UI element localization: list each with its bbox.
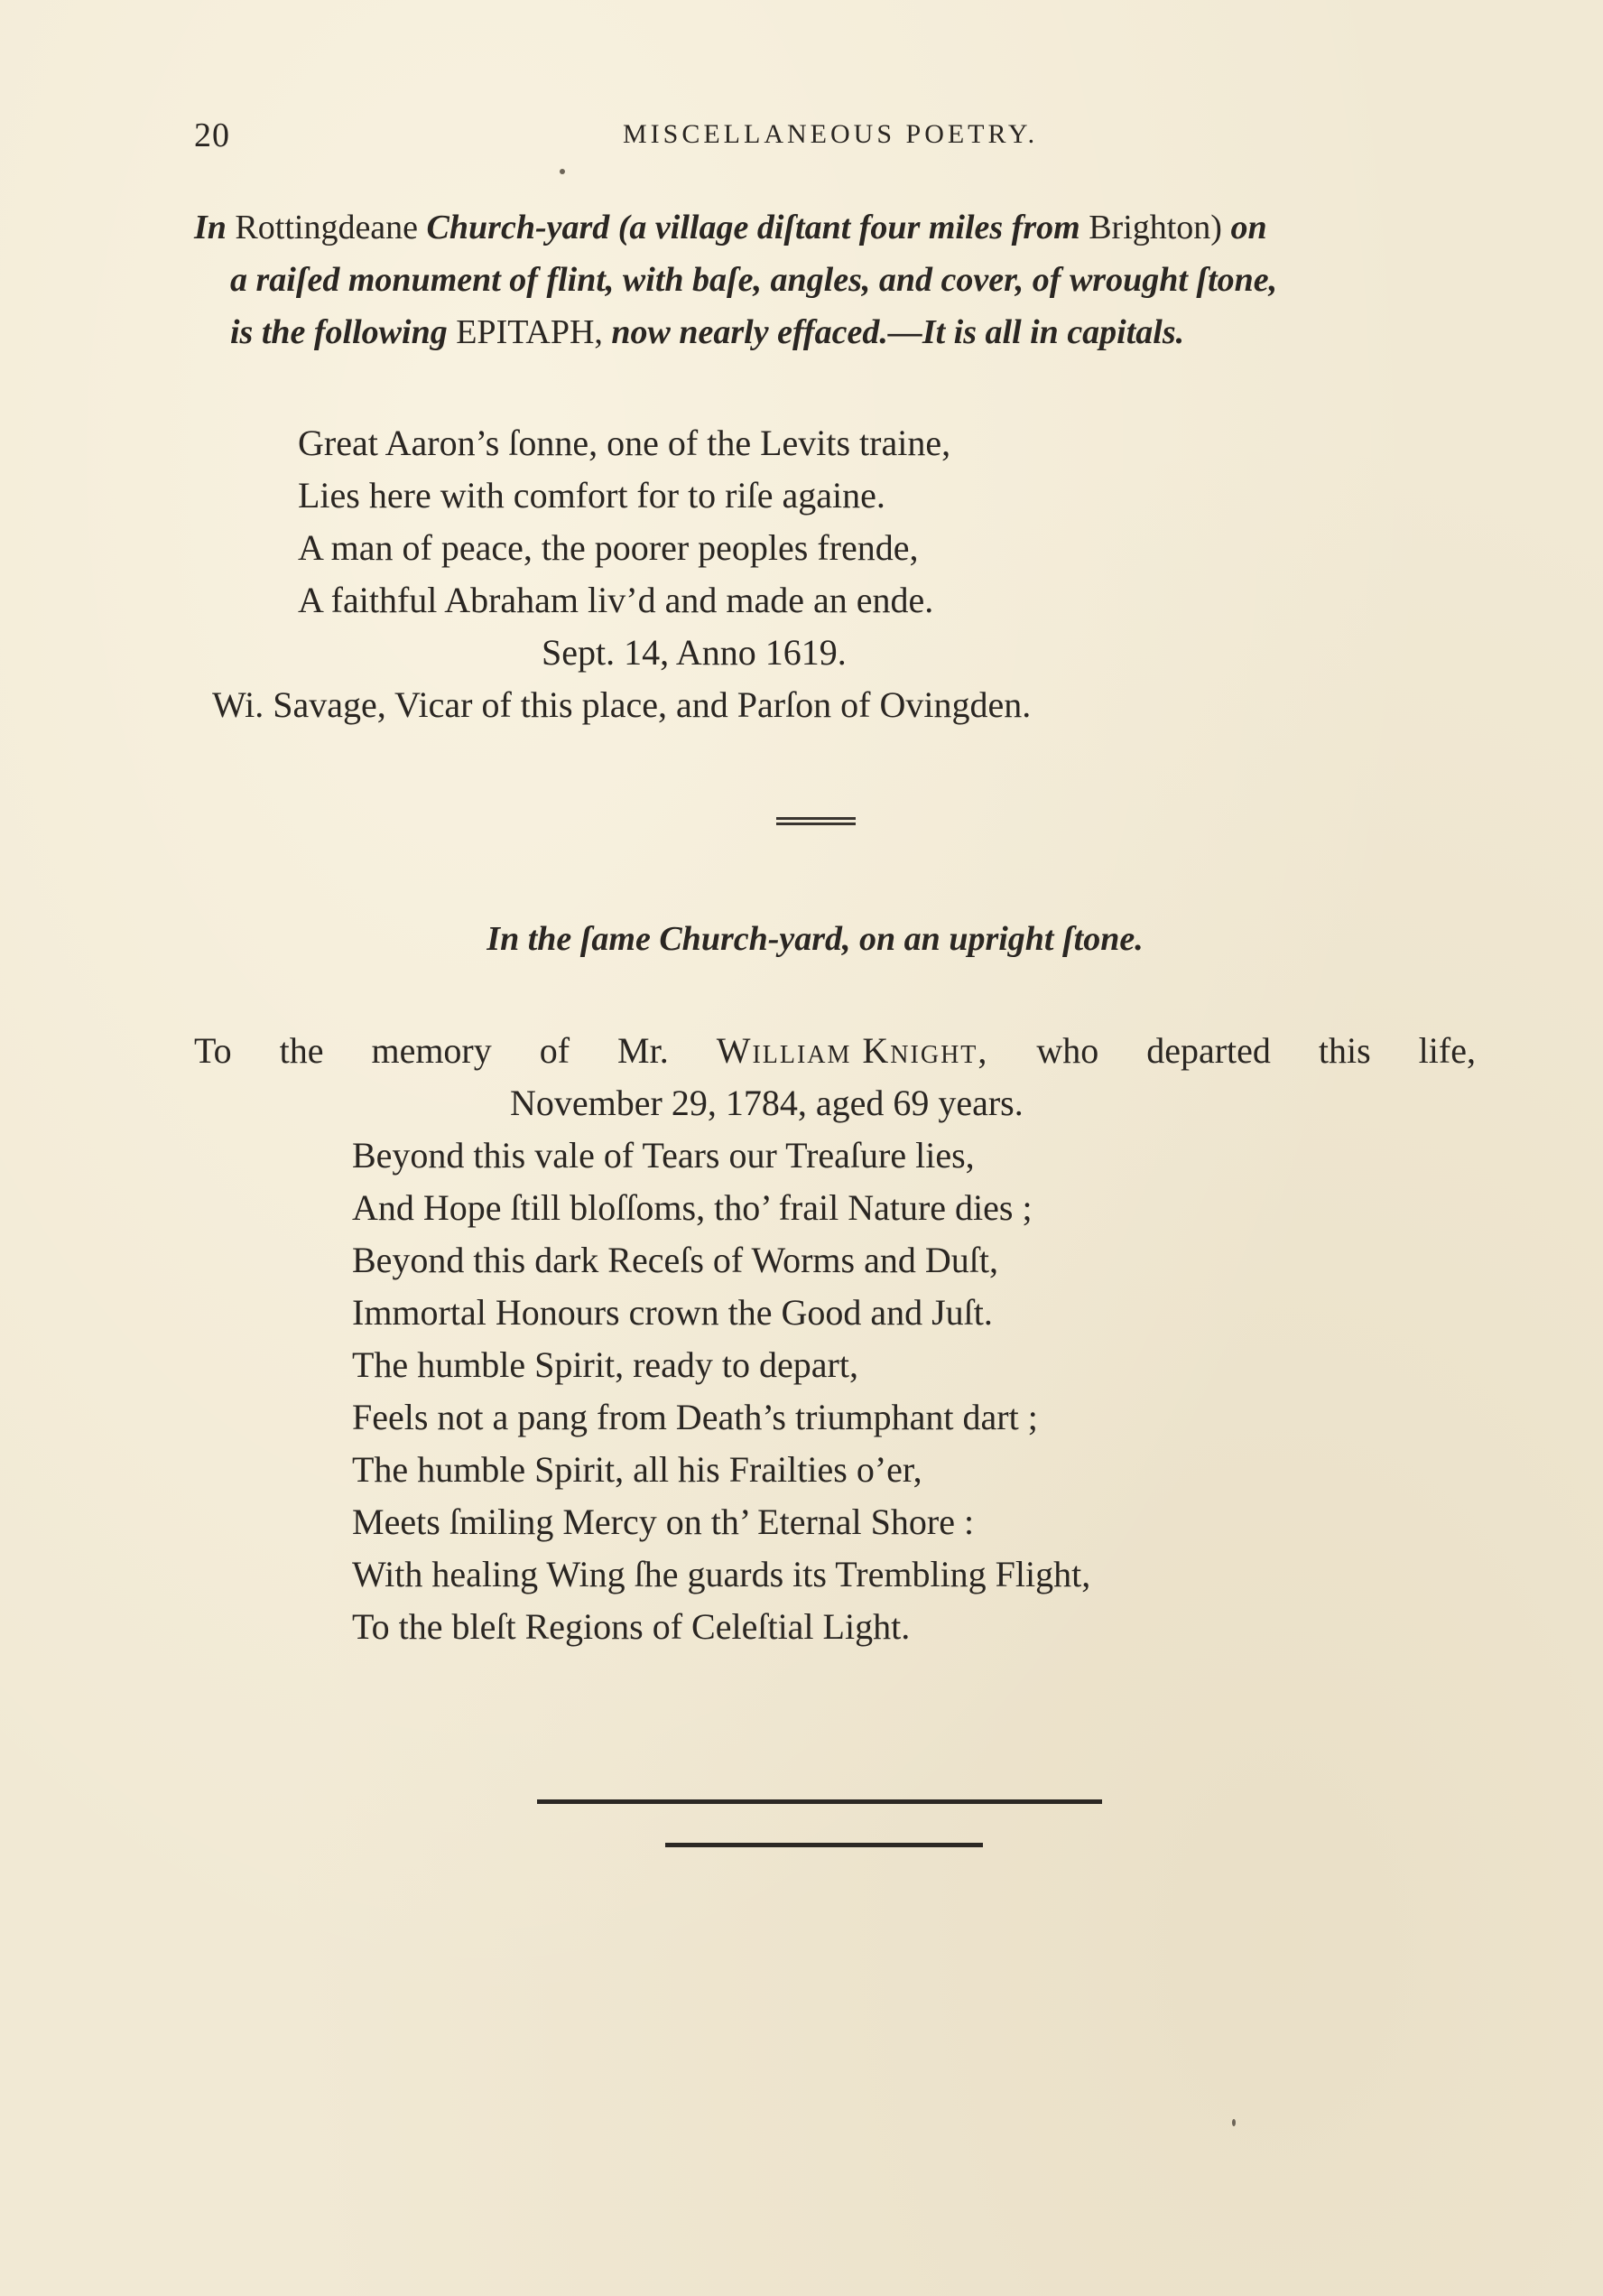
memorial-first-line [194, 1025, 1476, 1077]
verse-line: Beyond this vale of Tears our Treaſure lies, [352, 1135, 975, 1176]
verse-line: Feels not a pang from Death’s triumphant dart ; [352, 1397, 1038, 1437]
verse-line: Beyond this dark Receſs of Worms and Duſt, [352, 1240, 998, 1280]
verse-line: Meets ſmiling Mercy on th’ Eternal Shore : [352, 1501, 975, 1542]
person-name: William Knight, [716, 1030, 989, 1071]
word: memory [371, 1030, 492, 1071]
verse-line: Great Aaron’s ſonne, one of the Levits traine, [298, 423, 951, 463]
verse-line: Immortal Honours crown the Good and Juſt. [352, 1292, 993, 1333]
word: Mr. [617, 1030, 669, 1071]
intro-text: now nearly effaced.—It is all in capitals. [611, 313, 1185, 351]
intro-text: In [194, 209, 227, 246]
memorial-date: November 29, 1784, aged 69 years. [510, 1083, 1024, 1123]
page-header [0, 116, 1603, 161]
intro-text: on [1230, 209, 1267, 246]
word: departed [1146, 1030, 1271, 1071]
verse-line: The humble Spirit, all his Frailties o’er, [352, 1449, 922, 1490]
epitaph-aaron [0, 417, 1603, 731]
page-number: 20 [194, 116, 230, 154]
word: of [539, 1030, 570, 1071]
verse-line: Lies here with comfort for to riſe againe. [298, 475, 885, 516]
intro-line-3 [194, 306, 1476, 358]
epitaph-signature: Wi. Savage, Vicar of this place, and Parſon of Ovingden. [212, 684, 1032, 725]
intro-line-1 [194, 201, 1476, 254]
word: this [1318, 1030, 1371, 1071]
memorial-knight [194, 1025, 1476, 1653]
place-name: Brighton) [1089, 209, 1222, 246]
verse-line: A faithful Abraham liv’d and made an ende. [298, 580, 934, 620]
epitaph-word: EPITAPH, [456, 313, 603, 351]
running-head: MISCELLANEOUS POETRY. [623, 119, 1039, 149]
ink-speck [1232, 2119, 1236, 2126]
verse-line: To the bleſt Regions of Celeſtial Light. [352, 1606, 911, 1647]
intro-text: is the following [230, 313, 448, 351]
verse-line: With healing Wing ſhe guards its Trembling Flight, [352, 1554, 1091, 1594]
section-subheading: In the ſame Church-yard, on an upright ſtone. [486, 920, 1144, 958]
word: To [194, 1030, 232, 1071]
intro-paragraph [194, 201, 1476, 358]
word: who [1036, 1030, 1099, 1071]
section-divider [776, 817, 856, 828]
word: the [279, 1030, 324, 1071]
place-name: Rottingdeane [235, 209, 419, 246]
closing-rule-short [665, 1843, 983, 1847]
intro-text: Church-yard (a village diſtant four miles from [426, 209, 1080, 246]
closing-rule-long [537, 1799, 1102, 1804]
intro-line-2: a raiſed monument of flint, with baſe, angles, and cover, of wrought ſtone, [230, 261, 1278, 299]
verse-line: The humble Spirit, ready to depart, [352, 1344, 858, 1385]
epitaph-date: Sept. 14, Anno 1619. [542, 632, 847, 673]
word: life, [1418, 1030, 1476, 1071]
ink-speck [560, 169, 565, 174]
verse-line: A man of peace, the poorer peoples frende, [298, 527, 919, 568]
verse-line: And Hope ſtill bloſſoms, tho’ frail Nature dies ; [352, 1187, 1033, 1228]
